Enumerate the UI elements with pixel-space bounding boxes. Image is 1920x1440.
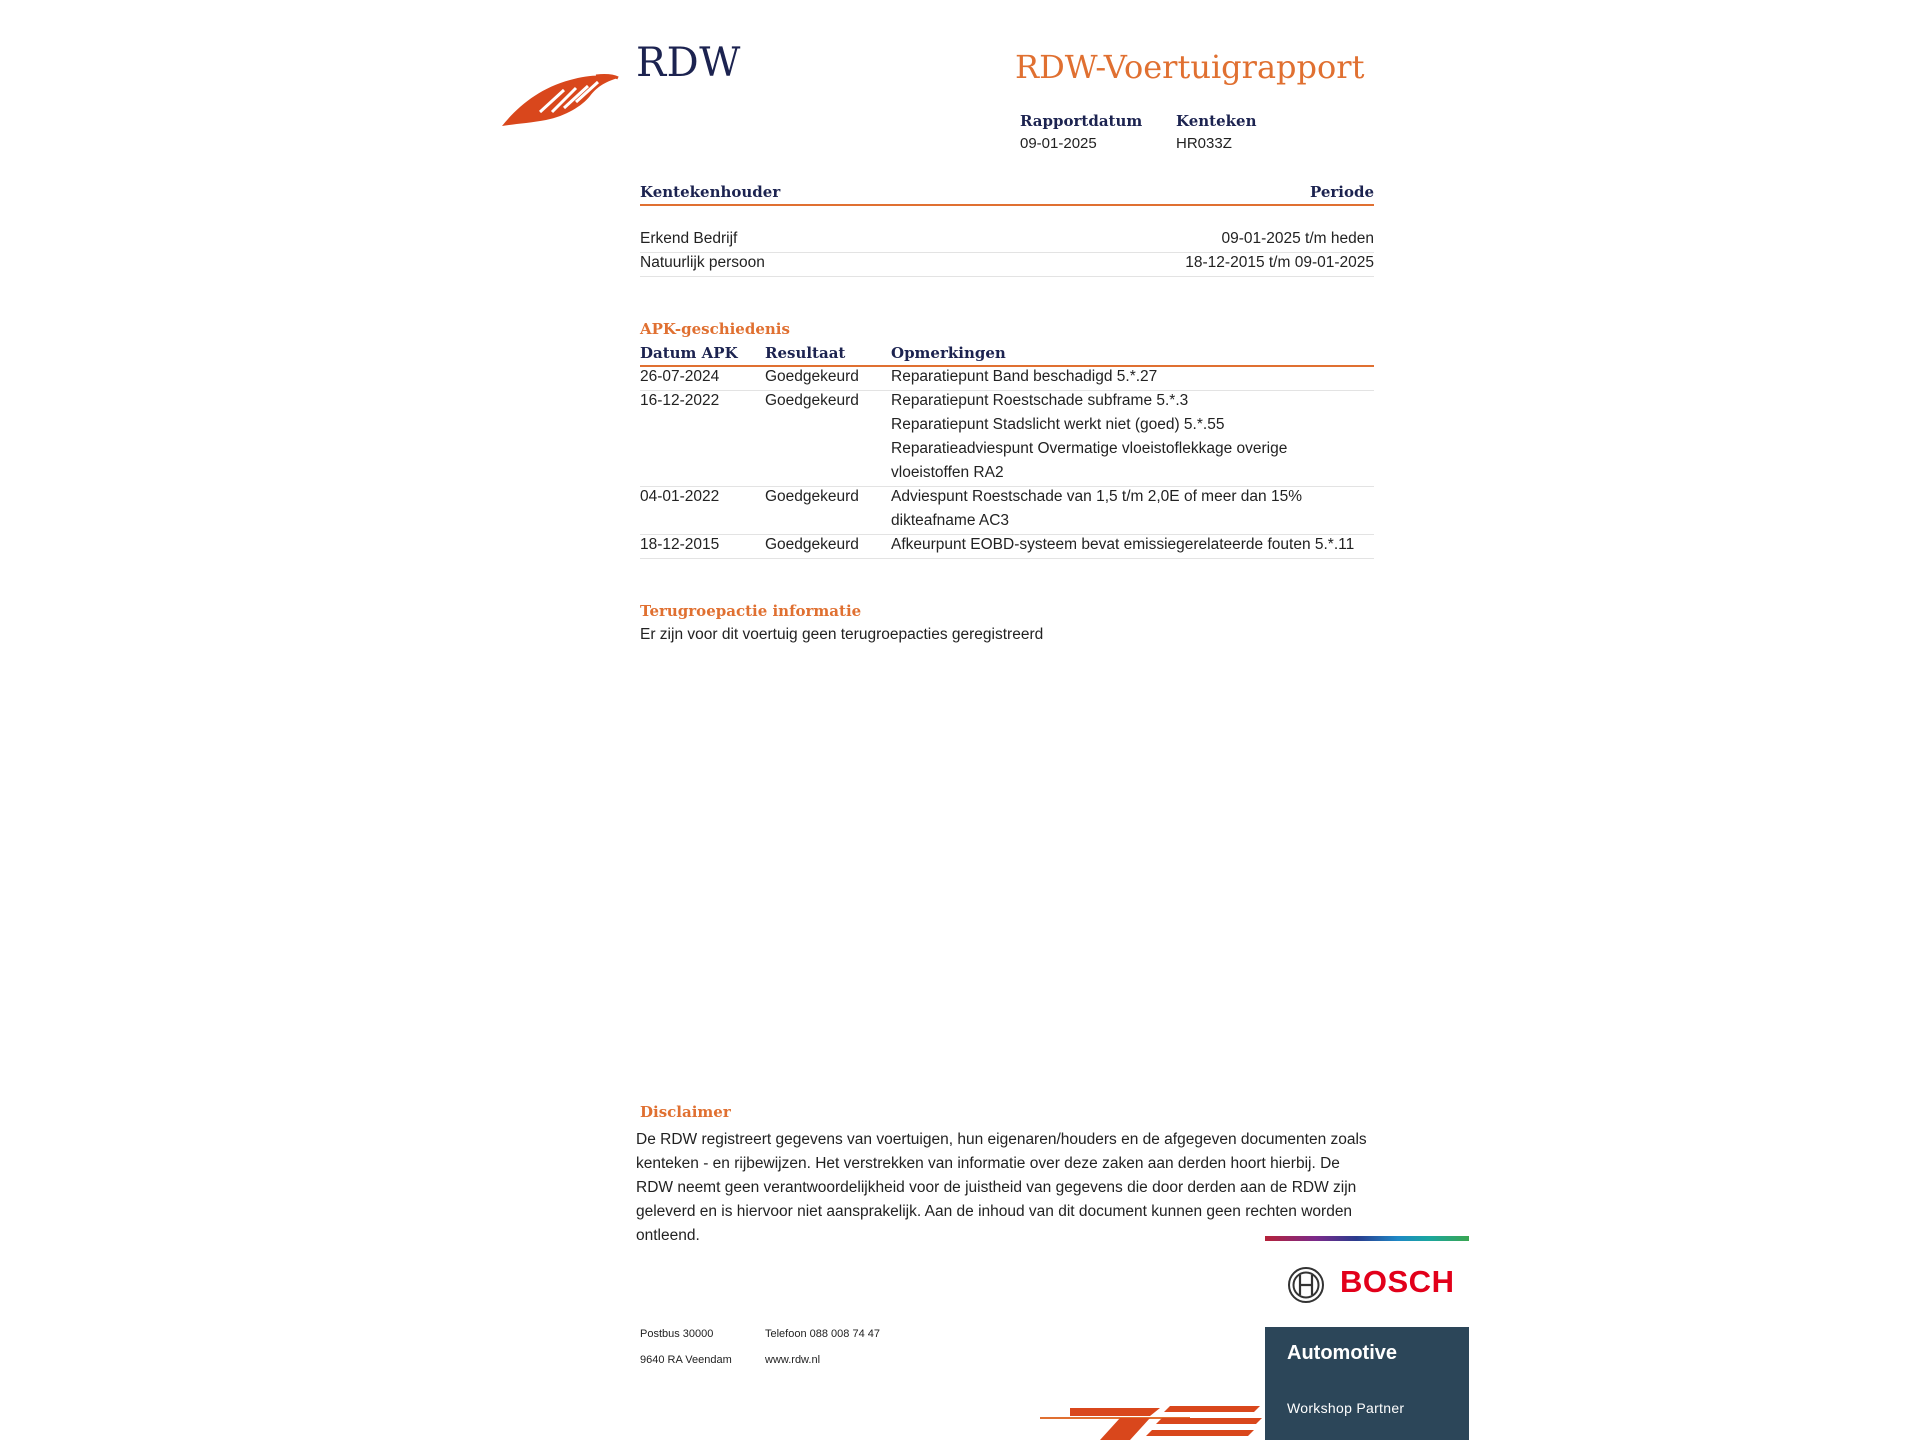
apk-col-remarks: Opmerkingen (891, 344, 1006, 362)
apk-row-2-date: 16-12-2022 (640, 392, 720, 409)
apk-row-4-date: 18-12-2015 (640, 536, 720, 553)
apk-row-3-remark: dikteafname AC3 (891, 512, 1010, 529)
apk-section-title: APK-geschiedenis (640, 320, 790, 338)
holders-header-holder: Kentekenhouder (640, 183, 781, 201)
apk-row-1-date: 26-07-2024 (640, 368, 720, 385)
footer-city: 9640 RA Veendam (640, 1354, 732, 1366)
apk-row-divider (640, 534, 1374, 535)
rdw-logo-icon (500, 66, 620, 130)
apk-row-3-result: Goedgekeurd (765, 488, 859, 505)
apk-row-2-remark: vloeistoffen RA2 (891, 464, 1004, 481)
apk-col-result: Resultaat (765, 344, 846, 362)
apk-row-divider (640, 486, 1374, 487)
rapportdatum-value: 09-01-2025 (1020, 135, 1097, 152)
footer-postbus: Postbus 30000 (640, 1328, 714, 1340)
apk-row-2-result: Goedgekeurd (765, 392, 859, 409)
apk-row-4-result: Goedgekeurd (765, 536, 859, 553)
bosch-name: BOSCH (1340, 1264, 1455, 1299)
apk-row-2-remark: Reparatieadviespunt Overmatige vloeistoflekkage overige (891, 440, 1288, 457)
apk-row-1-remark: Reparatiepunt Band beschadigd 5.*.27 (891, 368, 1158, 385)
recall-section-title: Terugroepactie informatie (640, 602, 862, 620)
kenteken-label: Kenteken (1176, 112, 1257, 130)
footer-phone: Telefoon 088 008 74 47 (765, 1328, 880, 1340)
holder-row-divider (640, 252, 1374, 253)
rapportdatum-label: Rapportdatum (1020, 112, 1143, 130)
holder-row-1-holder: Erkend Bedrijf (640, 230, 738, 247)
apk-header-rule (640, 365, 1374, 367)
apk-row-3-date: 04-01-2022 (640, 488, 720, 505)
apk-row-2-remark: Reparatiepunt Roestschade subframe 5.*.3 (891, 392, 1189, 409)
bosch-partner-label: Workshop Partner (1287, 1400, 1405, 1416)
apk-row-3-remark: Adviespunt Roestschade van 1,5 t/m 2,0E of meer dan 15% (891, 488, 1302, 505)
holders-header-rule (640, 204, 1374, 206)
footer-web-link[interactable]: www.rdw.nl (765, 1354, 821, 1366)
apk-row-1-result: Goedgekeurd (765, 368, 859, 385)
apk-col-date: Datum APK (640, 344, 738, 362)
kenteken-value: HR033Z (1176, 135, 1232, 152)
rdw-stripes-icon (1040, 1396, 1270, 1440)
apk-row-divider (640, 558, 1374, 559)
page-title: RDW-Voertuigrapport (1015, 48, 1365, 86)
disclaimer-title: Disclaimer (640, 1103, 731, 1121)
bosch-armature-icon (1287, 1266, 1325, 1304)
holder-row-1-period: 09-01-2025 t/m heden (1221, 230, 1374, 247)
recall-text: Er zijn voor dit voertuig geen terugroepacties geregistreerd (640, 626, 1044, 643)
apk-row-2-remark: Reparatiepunt Stadslicht werkt niet (goed) 5.*.55 (891, 416, 1225, 433)
brand-name: RDW (636, 40, 741, 86)
disclaimer-text: De RDW registreert gegevens van voertuigen, hun eigenaren/houders en de afgegeven documenten zoals kenteken - en rijbewijzen. Het verstrekken van informatie over deze zaken aan derden hoort hierbij. De RDW neemt geen verantwoordelijkheid voor de juistheid van gegevens die door derden aan de RDW zijn geleverd en is hiervoor niet aansprakelijk. Aan de inhoud van dit document kunnen geen rechten worden ontleend. (636, 1131, 1367, 1244)
holder-row-2-period: 18-12-2015 t/m 09-01-2025 (1185, 254, 1374, 271)
bosch-automotive-label: Automotive (1287, 1342, 1397, 1364)
bosch-badge (1265, 1236, 1469, 1440)
holder-row-2-holder: Natuurlijk persoon (640, 254, 765, 271)
holder-row-divider (640, 276, 1374, 277)
apk-row-divider (640, 390, 1374, 391)
apk-row-4-remark: Afkeurpunt EOBD-systeem bevat emissiegerelateerde fouten 5.*.11 (891, 536, 1355, 553)
holders-header-period: Periode (1309, 183, 1374, 201)
